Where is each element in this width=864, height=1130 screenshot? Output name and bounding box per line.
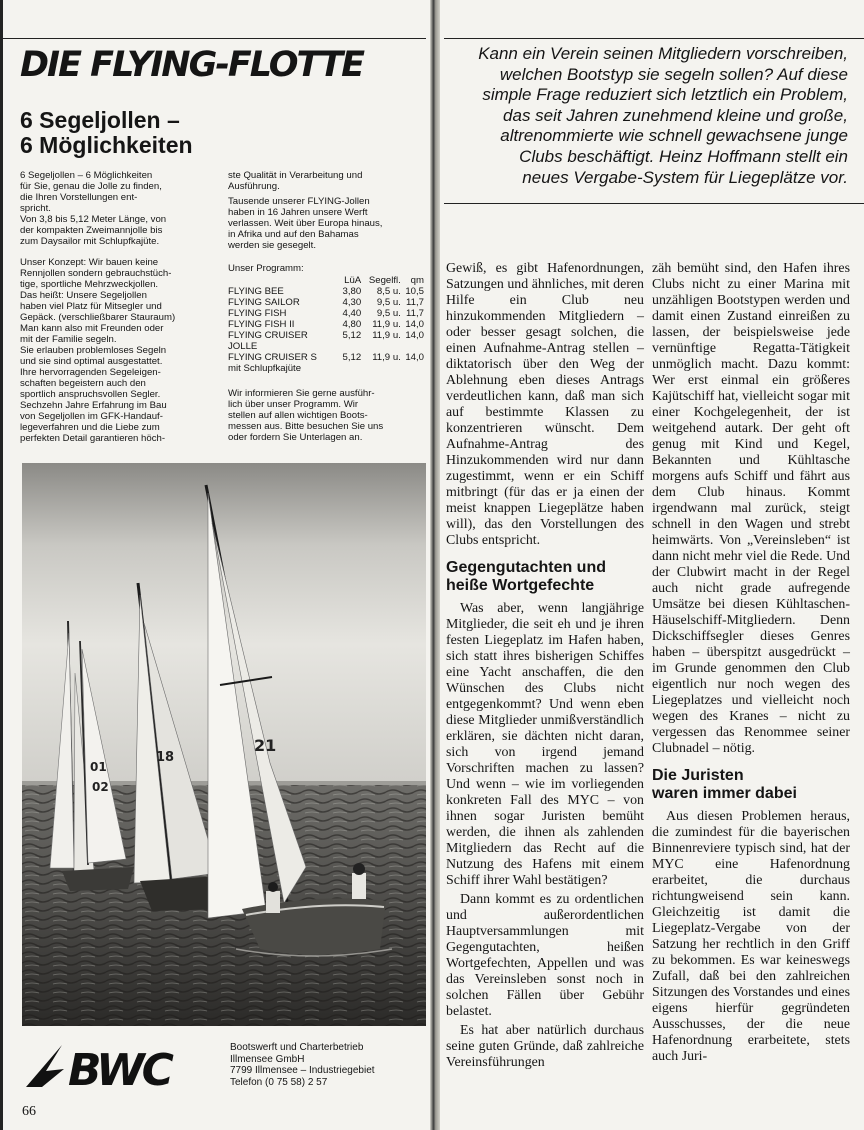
ad-paragraph: 6 Segeljollen – 6 Möglichkeiten für Sie, genau die Jolle zu finden, die Ihren Vorstellungen ent- spricht. Von 3,8 bis 5,12 Meter Länge, von der kompakten Zweimannjolle bis zum Daysailor mit Schlupfkajüte. <box>20 170 167 247</box>
program-header-cell: qm <box>410 275 424 286</box>
ad-subheadline <box>20 108 193 158</box>
article-subheading: Gegengutachten und heiße Wortgefechte <box>446 559 606 594</box>
program-cell: 11,7 <box>406 297 424 308</box>
book-gutter <box>430 0 440 1130</box>
program-cell: FLYING CRUISER <box>228 330 308 341</box>
program-cell <box>361 363 401 374</box>
ad-headline: DIE FLYING-FLOTTE <box>20 45 364 85</box>
program-row <box>228 330 424 341</box>
program-header-cell: LüA <box>344 275 362 286</box>
company-address: Bootswerft und Charterbetrieb Illmensee GmbH 7799 Illmensee – Industriegebiet Telefon (0 75 58) 2 57 <box>230 1042 375 1088</box>
program-row <box>228 363 424 374</box>
program-cell: 5,12 <box>342 330 362 341</box>
sail-number: 21 <box>254 736 277 755</box>
ad-paragraph: Tausende unserer FLYING-Jollen haben in 16 Jahren unsere Werft verlassen. Weit über Europa hinaus, in Afrika und auf den Bahamas werden sie gesegelt. <box>228 196 383 251</box>
program-cell <box>338 363 361 374</box>
program-cell: 4,40 <box>342 308 362 319</box>
article-intro: Kann ein Verein seinen Mitgliedern vorschreiben, welchen Bootstyp sie segeln sollen? Auf diese simple Frage reduziert sich letztlich ein Problem, das seit Jahren zunehmend kleine und große, altrenommierte wie schnell gewachsene junge Clubs beschäftigt. Heinz Hoffmann stellt ein neues Vergabe-System für Liegeplätze vor. <box>478 44 848 187</box>
program-cell: 4,30 <box>342 297 362 308</box>
article-paragraph: Dann kommt es zu ordentlichen und außerordentlichen Hauptversammlungen mit Gegengutachten, heißen Wortgefechten, Appellen und was das Vereinsleben sonst noch in solchen Fällen über Gebühr belastet. <box>446 892 644 1019</box>
program-cell: 11,9 u. <box>372 319 401 330</box>
program-cell <box>338 341 361 352</box>
article-column-2 <box>652 261 850 1068</box>
sail-number: 01 <box>90 760 107 774</box>
program-cell: FLYING SAILOR <box>228 297 300 308</box>
program-cell: 9,5 u. <box>376 308 401 319</box>
program-cell: 14,0 <box>405 330 424 341</box>
article-paragraph: Was aber, wenn langjährige Mitglieder, die seit eh und je ihren festen Liegeplatz im Hafen haben, sich statt ihres bisherigen Schiffes eine Yacht anschaffen, die den Wünschen des Clubs nicht entgegenkommt? Und wenn eben diese Mitglieder unmißverständlich erklären, sie dächten nicht daran, sich von irgend jemand Vorschriften machen zu lassen? Und wenn – wie im vorliegenden konkreten Fall des MYC – von ihnen sogar Juristen bemüht werden, die ihnen als zahlenden Mitgliedern das Recht auf die Nutzung des Hafens mit einem Schiff ihrer Wahl bestätigen? <box>446 601 644 888</box>
program-row <box>228 352 424 363</box>
article-subheading: Die Juristen waren immer dabei <box>652 767 797 802</box>
program-header-row <box>228 275 424 286</box>
sailing-dinghies-photo <box>22 463 426 1026</box>
program-cell: FLYING CRUISER S <box>228 352 317 363</box>
program-cell <box>361 341 401 352</box>
program-cell: 11,9 u. <box>372 352 401 363</box>
ad-paragraph: Wir informieren Sie gerne ausführ- lich über unser Programm. Wir stellen auf allen wichtigen Boots- messen aus. Bitte besuchen Sie uns oder fordern Sie Unterlagen an. <box>228 388 384 443</box>
page-number: 66 <box>22 1104 36 1119</box>
program-row <box>228 308 424 319</box>
program-cell: 8,5 u. <box>376 286 401 297</box>
program-cell: FLYING BEE <box>228 286 284 297</box>
bwc-logo <box>24 1041 220 1091</box>
program-cell: 5,12 <box>342 352 362 363</box>
program-cell: 14,0 <box>405 319 424 330</box>
program-cell: JOLLE <box>228 341 258 352</box>
program-cell <box>401 341 424 352</box>
ad-column-2 <box>228 170 424 453</box>
program-cell: 3,80 <box>342 286 362 297</box>
program-cell: 11,9 u. <box>372 330 401 341</box>
ad-paragraph: Unser Konzept: Wir bauen keine Rennjollen sondern gebrauchstüch- tige, sportliche Mehrzweckjollen. Das heißt: Unsere Segeljollen haben viel Platz für Mitsegler und Gepäck. (verschließbarer Stauraum) Man kann also mit Freunden oder mit der Familie segeln. Sie erlauben problemloses Segeln und sie sind optimal ausgestattet. Ihre hervorragenden Segeleigen- schaften begeistern auch den sportlich anspruchsvollen Segler. Sechzehn Jahre Erfahrung im Bau von Segeljollen im GFK-Handauf- legeverfahren und die Liebe zum perfekten Detail garantieren höch- <box>20 257 176 444</box>
article-paragraph: Aus diesen Problemen heraus, die zumindest für die bayerischen Binnenreviere typisch sind, hat der MYC eine Hafenordnung erarbeitet, die durchaus richtungweisend sein kann. Gleichzeitig ist damit die Liegeplatz-Vergabe von der Satzung her rechtlich in den Griff zu bekommen. Es war keineswegs Zufall, daß bei den zahlreichen Sitzungen des Vorstandes und eines eigens hierfür gegründeten Ausschusses, der die neue Hafenordnung erarbeitete, stets auch Juri- <box>652 809 850 1064</box>
article-paragraph: Es hat aber natürlich durchaus seine guten Gründe, daß zahlreiche Vereinsführungen <box>446 1023 644 1070</box>
program-title: Unser Programm: <box>228 263 304 274</box>
sail-number: 18 <box>156 750 175 765</box>
sailing-photo-illustration <box>22 463 426 1026</box>
program-row <box>228 341 424 352</box>
article-paragraph: Gewiß, es gibt Hafenordnungen, Satzungen und ähnliches, mit deren Hilfe ein Club neu hinzukommenden Mitgliedern – oder besser gesagt solchen, die einen Aufnahme-Antrag stellen – diktatorisch über den Weg der Ablehnung eben dieses Antrags verdeutlichen kann, daß man sich auf bestimmte Klassen zu konzentrieren wünscht. Dem Aufnahme-Antrag des Hinzukommenden wird nur dann zugestimmt, wenn er ein Schiff mitbringt (für das er ja einen der meist knappen Liegeplätze haben will), das den Vorstellungen des Clubs entspricht. <box>446 261 644 548</box>
ad-column-1 <box>20 170 216 454</box>
program-cell <box>401 363 424 374</box>
program-row <box>228 297 424 308</box>
program-cell: 14,0 <box>405 352 424 363</box>
article-column-1 <box>446 261 644 1074</box>
sail-number: 02 <box>92 780 109 794</box>
program-cell: mit Schlupfkajüte <box>228 363 302 374</box>
program-cell: 4,80 <box>342 319 362 330</box>
ad-paragraph: ste Qualität in Verarbeitung und Ausführung. <box>228 170 363 192</box>
program-cell: 11,7 <box>406 308 424 319</box>
program-cell: FLYING FISH II <box>228 319 295 330</box>
ad-subheadline-text: 6 Segeljollen – 6 Möglichkeiten <box>20 107 193 158</box>
program-row <box>228 286 424 297</box>
article-paragraph: zäh bemüht sind, den Hafen ihres Clubs nicht zu einer Marina mit unzähligen Bootstypen werden und damit einen Zustand einreißen zu lassen, der beispielsweise jede vernünftige Regatta-Tätigkeit unmöglich macht. Dazu kommt: Wer erst einmal ein größeres Kajütschiff hat, vielleicht sogar mit einer Kochgelegenheit, der ist weitgehend autark. Der geht oft genug mit Kind und Kegel, Bekannten und Kühltasche morgens aufs Schiff und fährt aus dem Club hinaus. Kommt irgendwann mal zurück, steigt schnell in den Wagen und strebt heimwärts. Von „Vereinsleben“ ist dann nicht mehr viel die Rede. Und der Clubwirt macht in der Regel auch nicht grade aufregende Umsätze bei diesen Kühltaschen-Häuselschiff-Mitgliedern. Denn Dickschiffsegler dieses Genres haben – überspitzt ausgedrückt – im Grunde genommen den Club eigentlich nur noch wegen des Liegeplatzes und vielleicht noch wegen des Kranes – nicht zu vergessen das Renommee seiner Clubnadel – nötig. <box>652 261 850 756</box>
ad-top-rule <box>0 38 426 39</box>
intro-rule <box>444 203 864 204</box>
article-top-rule <box>444 38 864 39</box>
program-table <box>228 275 424 374</box>
program-header-cell: Segelfl. <box>368 275 401 286</box>
program-header-cell <box>228 275 338 286</box>
program-row <box>228 319 424 330</box>
logo-text: BWC <box>68 1045 171 1091</box>
page-edge <box>0 0 3 1130</box>
program-cell: 9,5 u. <box>376 297 401 308</box>
program-cell: 10,5 <box>405 286 424 297</box>
program-cell: FLYING FISH <box>228 308 287 319</box>
